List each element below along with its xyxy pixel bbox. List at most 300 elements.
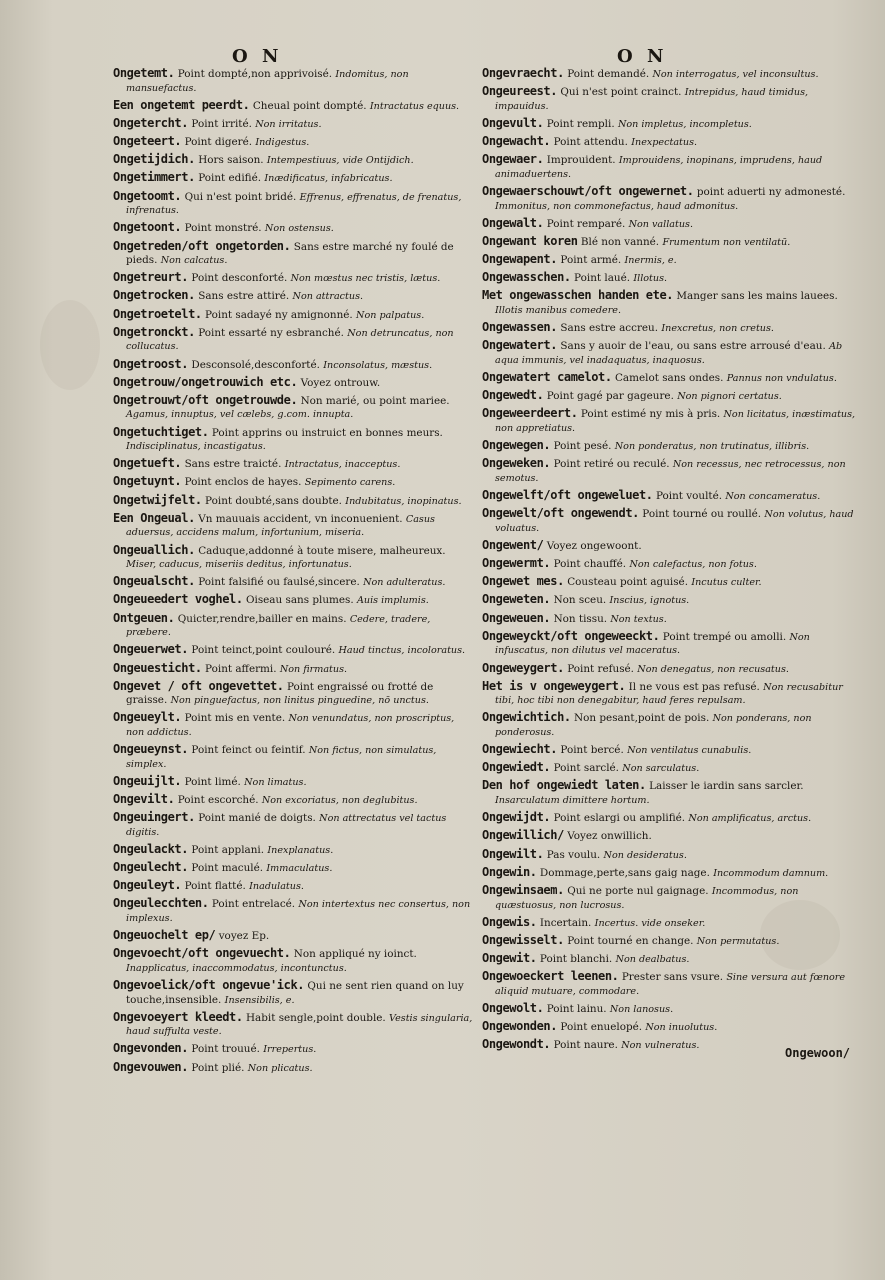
french-gloss: Point armé.	[560, 254, 622, 267]
dictionary-entry	[482, 915, 856, 931]
dictionary-entry	[482, 661, 856, 677]
latin-gloss: Non denegatus, non recusatus.	[637, 663, 789, 675]
latin-gloss: Non irritatus.	[255, 118, 322, 130]
french-gloss: Point feinct ou feintif.	[191, 744, 306, 757]
latin-gloss: Incommodus, non quæstuosus, non lucrosus.	[495, 885, 799, 911]
latin-gloss: Non limatus.	[244, 776, 307, 788]
dictionary-entry	[113, 611, 473, 640]
headword: Ongeulecchten.	[113, 896, 209, 911]
left-column	[113, 66, 473, 1078]
french-gloss: Point demandé.	[567, 68, 650, 80]
french-gloss: Non sceu.	[553, 594, 607, 607]
french-gloss: Incertain.	[539, 916, 592, 929]
french-gloss: Cousteau point aguisé.	[567, 576, 689, 589]
latin-gloss: Non vallatus.	[628, 218, 694, 230]
latin-gloss: Indisciplinatus, incastigatus.	[126, 441, 266, 453]
dictionary-entry	[113, 896, 473, 925]
headword: Ongeuallich.	[113, 542, 195, 557]
latin-gloss: Cedere, tradere, præbere.	[126, 613, 431, 639]
french-gloss: Blé non vanné.	[580, 235, 660, 248]
french-gloss: Point dompté,non apprivoisé.	[177, 68, 333, 80]
headword: Ongewet mes.	[482, 574, 564, 589]
french-gloss: Point gagé par gageure.	[546, 390, 674, 403]
headword: Ongewelft/oft ongeweluet.	[482, 487, 653, 502]
dictionary-entry	[113, 1041, 473, 1057]
headword: Ongewondt.	[482, 1037, 551, 1052]
latin-gloss: Immonitus, non commonefactus, haud admonitus.	[495, 200, 739, 212]
dictionary-entry	[113, 928, 473, 944]
headword: Ongewant koren	[482, 233, 578, 248]
headword: Ongewolt.	[482, 1000, 544, 1015]
latin-gloss: Non licitatus, inæstimatus, non appretiatus.	[495, 409, 856, 434]
headword: Ongeweten.	[482, 592, 551, 607]
french-gloss: Quicter,rendre,bailler en mains.	[177, 612, 347, 625]
latin-gloss: Insarculatum dimittere hortum.	[495, 795, 650, 807]
french-gloss: Sans estre accreu.	[560, 322, 659, 335]
dictionary-entry	[482, 234, 856, 250]
paper-stain	[40, 300, 100, 390]
dictionary-entry	[482, 760, 856, 776]
dictionary-entry	[482, 438, 856, 454]
french-gloss: Point tourné en change.	[567, 934, 694, 947]
latin-gloss: Inapplicatus, inaccommodatus, incontunctus.	[126, 962, 347, 974]
french-gloss: Desconsolé,desconforté.	[191, 358, 320, 371]
dictionary-entry	[482, 66, 856, 82]
catchword: Ongewoon/	[785, 1046, 851, 1060]
latin-gloss: Inadulatus.	[249, 881, 304, 893]
latin-gloss: Non venundatus, non proscriptus, non addictus.	[126, 713, 455, 738]
dictionary-entry	[113, 661, 473, 677]
french-gloss: Point naure.	[553, 1039, 618, 1052]
french-gloss: Point sadayé ny amignonné.	[205, 308, 353, 321]
dictionary-entry	[482, 865, 856, 881]
french-gloss: Point bercé.	[560, 744, 624, 757]
dictionary-entry	[113, 375, 473, 391]
dictionary-entry	[482, 184, 856, 213]
dictionary-entry	[113, 774, 473, 790]
dictionary-entry	[113, 946, 473, 975]
latin-gloss: Non calefactus, non fotus.	[629, 559, 757, 571]
dictionary-entry	[482, 406, 856, 435]
latin-gloss: Indubitatus, inopinatus.	[345, 495, 462, 507]
headword: Ongewedt.	[482, 388, 544, 403]
latin-gloss: Non ponderatus, non trutinatus, illibris.	[614, 441, 810, 453]
latin-gloss: Non desideratus.	[603, 849, 687, 861]
french-gloss: Voyez ongewoont.	[546, 539, 642, 552]
dictionary-entry	[482, 574, 856, 590]
headword: Ongeueedert voghel.	[113, 592, 243, 607]
french-gloss: Vn mauuais accident, vn inconuenient.	[198, 512, 403, 525]
headword: Ongeualscht.	[113, 574, 195, 589]
headword: Ongeweerdeert.	[482, 406, 578, 421]
latin-gloss: Incertus. vide onseker.	[594, 917, 706, 929]
headword: Ongeulackt.	[113, 841, 189, 856]
latin-gloss: Non amplificatus, arctus.	[688, 813, 812, 825]
latin-gloss: Immaculatus.	[266, 863, 333, 875]
latin-gloss: Inscius, ignotus.	[609, 595, 690, 607]
headword: Ongeteert.	[113, 134, 182, 149]
french-gloss: Point tourné ou roullé.	[642, 508, 762, 521]
latin-gloss: Intrepidus, haud timidus, impauidus.	[495, 87, 809, 112]
dictionary-entry	[113, 978, 473, 1007]
latin-gloss: Non permutatus.	[696, 935, 780, 947]
latin-gloss: Non sarculatus.	[622, 763, 700, 775]
dictionary-entry	[482, 388, 856, 404]
latin-gloss: Irrepertus.	[263, 1044, 317, 1056]
french-gloss: Point entrelacé.	[211, 898, 296, 911]
headword: Ongetoomt.	[113, 188, 182, 203]
french-gloss: Sans estre traicté.	[184, 458, 282, 471]
french-gloss: Qui ne sent rien quand on luy touche,insensible.	[126, 980, 464, 1006]
dictionary-entry	[113, 710, 473, 739]
french-gloss: Point falsifié ou faulsé,sincere.	[198, 576, 360, 589]
dictionary-entry	[482, 847, 856, 863]
dictionary-entry	[482, 320, 856, 336]
dictionary-entry	[482, 252, 856, 268]
dictionary-entry	[482, 84, 856, 113]
headword: Ongetuynt.	[113, 474, 182, 489]
french-gloss: Point voulté.	[655, 489, 723, 502]
french-gloss: Point refusé.	[567, 662, 634, 675]
french-gloss: Point applani.	[191, 843, 265, 856]
dictionary-entry	[482, 969, 856, 998]
headword: Ongetijdich.	[113, 152, 195, 167]
dictionary-entry	[482, 370, 856, 386]
french-gloss: Point teinct,point coulouré.	[191, 644, 336, 657]
headword: Ongewapent.	[482, 252, 558, 267]
french-gloss: Point estimé ny mis à pris.	[580, 408, 721, 421]
headword: Ongewilt.	[482, 846, 544, 861]
dictionary-entry	[113, 307, 473, 323]
dictionary-entry	[113, 1060, 473, 1076]
dictionary-entry	[482, 592, 856, 608]
latin-gloss: Pannus non vndulatus.	[726, 373, 837, 385]
latin-gloss: Non volutus, haud voluatus.	[495, 509, 854, 534]
dictionary-entry	[482, 288, 856, 317]
dictionary-entry	[482, 116, 856, 132]
dictionary-entry	[113, 642, 473, 658]
headword: Ongewin.	[482, 864, 537, 879]
headword: Ongeuleyt.	[113, 878, 182, 893]
french-gloss: Hors saison.	[198, 154, 264, 167]
headword: Het is v ongeweygert.	[482, 678, 626, 693]
headword: Ongewonden.	[482, 1019, 558, 1034]
latin-gloss: Inexcretus, non cretus.	[661, 323, 774, 335]
headword: Ongeureest.	[482, 84, 558, 99]
dictionary-entry	[482, 933, 856, 949]
latin-gloss: Haud tinctus, incoloratus.	[338, 645, 466, 657]
french-gloss: Point trouué.	[191, 1043, 260, 1056]
french-gloss: Point monstré.	[184, 222, 262, 235]
headword: Ongetoont.	[113, 220, 182, 235]
french-gloss: Point essarté ny esbranché.	[198, 326, 344, 339]
dictionary-entry	[482, 810, 856, 826]
latin-gloss: Insensibilis, e.	[224, 994, 295, 1006]
dictionary-entry	[113, 592, 473, 608]
headword: Ongeuesticht.	[113, 660, 202, 675]
latin-gloss: Casus aduersus, accidens malum, infortunium, miseria.	[126, 513, 435, 539]
french-gloss: Improuident.	[546, 154, 616, 167]
latin-gloss: Sine versura aut fœnore aliquid mutuare, commodare.	[495, 972, 846, 997]
french-gloss: Point engraissé ou frotté de graisse.	[126, 680, 434, 707]
right-column	[482, 66, 856, 1055]
french-gloss: Sans y auoir de l'eau, ou sans estre arrousé d'eau.	[560, 340, 826, 353]
latin-gloss: Non pignori certatus.	[677, 391, 782, 403]
headword: Ongewijdt.	[482, 810, 551, 825]
latin-gloss: Indomitus, non mansuefactus.	[126, 69, 409, 94]
latin-gloss: Non dealbatus.	[615, 954, 690, 966]
dictionary-entry	[113, 474, 473, 490]
headword: Ongevoecht/oft ongevuecht.	[113, 946, 291, 961]
headword: Ongewermt.	[482, 556, 551, 571]
french-gloss: Point laué.	[574, 272, 631, 285]
latin-gloss: Intractatus equus.	[369, 100, 460, 112]
headword: Ongewiecht.	[482, 742, 558, 757]
latin-gloss: Incommodum damnum.	[713, 867, 829, 879]
headword: Ongeulecht.	[113, 860, 189, 875]
dictionary-entry	[113, 679, 473, 708]
latin-gloss: Non intertextus nec consertus, non implexus.	[126, 899, 471, 925]
latin-gloss: Non adulteratus.	[363, 577, 446, 589]
latin-gloss: Non textus.	[610, 613, 667, 625]
french-gloss: Non pesant,point de pois.	[574, 712, 710, 725]
french-gloss: Point irrité.	[191, 117, 252, 130]
french-gloss: Qui n'est point bridé.	[184, 190, 297, 203]
latin-gloss: Non plicatus.	[247, 1062, 313, 1074]
latin-gloss: Frumentum non ventilatū.	[662, 236, 791, 248]
french-gloss: Laisser le iardin sans sarcler.	[649, 780, 804, 793]
headword: Ongetimmert.	[113, 170, 195, 185]
headword: Ongewelt/oft ongewendt.	[482, 506, 639, 521]
latin-gloss: Non impletus, incompletus.	[617, 118, 752, 130]
dictionary-entry	[113, 493, 473, 509]
running-head-right: O N	[617, 46, 668, 67]
french-gloss: Point digeré.	[184, 136, 253, 149]
french-gloss: Point retiré ou reculé.	[553, 458, 670, 471]
latin-gloss: Inermis, e.	[624, 255, 677, 267]
latin-gloss: Inexpectatus.	[631, 137, 698, 149]
headword: Ongewisselt.	[482, 932, 564, 947]
french-gloss: Point desconforté.	[191, 272, 288, 285]
headword: Ongewillich/	[482, 828, 564, 843]
headword: Ongewaerschouwt/oft ongewernet.	[482, 183, 694, 198]
headword: Ongetroetelt.	[113, 306, 202, 321]
latin-gloss: Incutus culter.	[691, 577, 762, 589]
headword: Ongewassen.	[482, 320, 558, 335]
french-gloss: Point escorché.	[177, 794, 259, 806]
headword: Ongeueynst.	[113, 742, 189, 757]
latin-gloss: Non pinguefactus, non linitus pinguedine, nō unctus.	[170, 695, 429, 707]
french-gloss: Oiseau sans plumes.	[245, 594, 354, 607]
latin-gloss: Vestis singularia, haud suffulta veste.	[126, 1012, 473, 1038]
headword: Ontgeuen.	[113, 610, 175, 625]
headword: Een Ongeual.	[113, 510, 195, 525]
french-gloss: Qui ne porte nul gaignage.	[567, 884, 709, 897]
dictionary-entry	[113, 134, 473, 150]
dictionary-entry	[482, 629, 856, 658]
headword: Ongetrouw/ongetrouwich etc.	[113, 374, 298, 389]
dictionary-entry	[113, 357, 473, 373]
french-gloss: Il ne vous est pas refusé.	[628, 680, 760, 693]
french-gloss: Sans estre marché ny foulé de pieds.	[126, 240, 454, 267]
dictionary-entry	[113, 189, 473, 218]
french-gloss: Point enclos de hayes.	[184, 476, 302, 489]
french-gloss: Point rempli.	[546, 117, 615, 130]
dictionary-entry	[113, 270, 473, 286]
dictionary-entry	[482, 338, 856, 367]
latin-gloss: Non palpatus.	[356, 309, 425, 321]
french-gloss: Qui n'est point crainct.	[560, 86, 682, 99]
french-gloss: voyez Ep.	[218, 930, 270, 943]
french-gloss: Point trempé ou amolli.	[662, 630, 787, 643]
french-gloss: Manger sans les mains lauees.	[676, 290, 838, 303]
french-gloss: Point mis en vente.	[184, 712, 286, 725]
latin-gloss: Indigestus.	[255, 137, 310, 149]
headword: Ongeuijlt.	[113, 773, 182, 788]
dictionary-entry	[482, 742, 856, 758]
headword: Ongewasschen.	[482, 270, 571, 285]
latin-gloss: Improuidens, inopinans, imprudens, haud animaduertens.	[495, 155, 823, 180]
dictionary-entry	[113, 288, 473, 304]
dictionary-entry	[482, 456, 856, 485]
dictionary-entry	[113, 574, 473, 590]
french-gloss: Prester sans vsure.	[621, 971, 724, 984]
dictionary-entry	[113, 842, 473, 858]
headword: Ongeweuen.	[482, 610, 551, 625]
latin-gloss: Intractatus, inacceptus.	[284, 459, 401, 471]
french-gloss: Point doubté,sans doubte.	[205, 494, 342, 507]
dictionary-entry	[482, 828, 856, 844]
latin-gloss: Non detruncatus, non collucatus.	[126, 327, 454, 353]
french-gloss: Voyez onwillich.	[567, 830, 652, 843]
headword: Ongetrocken.	[113, 288, 195, 303]
headword: Ongevult.	[482, 115, 544, 130]
french-gloss: Point enuelopé.	[560, 1021, 643, 1034]
french-gloss: Point limé.	[184, 775, 241, 788]
latin-gloss: Inexplanatus.	[267, 844, 334, 856]
dictionary-entry	[113, 810, 473, 839]
dictionary-entry	[482, 216, 856, 232]
headword: Ongeuochelt ep/	[113, 928, 216, 943]
french-gloss: Sans estre attiré.	[198, 290, 290, 303]
latin-gloss: Effrenus, effrenatus, de frenatus, infrenatus.	[126, 191, 462, 217]
french-gloss: Point maculé.	[191, 862, 264, 875]
headword: Met ongewasschen handen ete.	[482, 288, 674, 303]
latin-gloss: Non mœstus nec tristis, lætus.	[290, 273, 441, 285]
french-gloss: Camelot sans ondes.	[614, 372, 724, 385]
headword: Ongeuingert.	[113, 810, 195, 825]
dictionary-entry	[482, 270, 856, 286]
headword: Ongevet / oft ongevettet.	[113, 678, 284, 693]
dictionary-entry	[482, 506, 856, 535]
latin-gloss: Inædificatus, infabricatus.	[264, 173, 393, 185]
dictionary-entry	[482, 1001, 856, 1017]
french-gloss: Point blanchi.	[539, 953, 613, 966]
latin-gloss: Auis implumis.	[356, 595, 429, 607]
french-gloss: Caduque,addonné à toute misere, malheureux.	[198, 544, 446, 557]
french-gloss: Point manié de doigts.	[198, 812, 316, 825]
latin-gloss: Non interrogatus, vel inconsultus.	[652, 69, 819, 80]
dictionary-entry	[482, 679, 856, 708]
headword: Een ongetemt peerdt.	[113, 97, 250, 112]
headword: Ongetrouwt/oft ongetrouwde.	[113, 392, 298, 407]
headword: Ongeuerwet.	[113, 642, 189, 657]
latin-gloss: Non ostensus.	[264, 223, 334, 235]
dictionary-entry	[482, 883, 856, 912]
headword: Ongevilt.	[113, 792, 175, 806]
dictionary-entry	[113, 543, 473, 572]
dictionary-entry	[482, 778, 856, 807]
headword: Ongevouwen.	[113, 1059, 189, 1074]
latin-gloss: Intempestiuus, vide Ontijdich.	[266, 155, 414, 167]
dictionary-entry	[113, 116, 473, 132]
headword: Ongetemt.	[113, 66, 175, 80]
dictionary-entry	[113, 98, 473, 114]
latin-gloss: Non recessus, nec retrocessus, non semotus.	[495, 459, 846, 484]
headword: Ongeweygert.	[482, 660, 564, 675]
headword: Ongevraecht.	[482, 66, 564, 80]
headword: Ongewiedt.	[482, 760, 551, 775]
dictionary-entry	[482, 538, 856, 554]
dictionary-entry	[113, 239, 473, 268]
dictionary-entry	[482, 710, 856, 739]
french-gloss: Point chauffé.	[553, 558, 627, 571]
french-gloss: Voyez ontrouw.	[300, 376, 381, 389]
headword: Ongewit.	[482, 951, 537, 966]
dictionary-entry	[482, 152, 856, 181]
french-gloss: Non tissu.	[553, 612, 608, 625]
french-gloss: Point eslargi ou amplifié.	[553, 812, 686, 825]
headword: Ongewacht.	[482, 134, 551, 149]
dictionary-entry	[482, 134, 856, 150]
french-gloss: Point attendu.	[553, 136, 628, 149]
dictionary-entry	[482, 556, 856, 572]
headword: Ongewatert.	[482, 338, 558, 353]
dictionary-entry	[113, 511, 473, 540]
dictionary-entry	[113, 792, 473, 808]
french-gloss: Point affermi.	[205, 662, 277, 675]
headword: Ongewoeckert leenen.	[482, 969, 619, 984]
latin-gloss: Non fictus, non simulatus, simplex.	[126, 745, 437, 770]
latin-gloss: Non infuscatus, non dilutus vel maceratus.	[495, 631, 810, 657]
dictionary-entry	[113, 878, 473, 894]
headword: Den hof ongewiedt laten.	[482, 778, 646, 793]
headword: Ongetronckt.	[113, 324, 195, 339]
headword: Ongewatert camelot.	[482, 370, 612, 385]
headword: Ongewalt.	[482, 215, 544, 230]
dictionary-entry	[113, 425, 473, 454]
dictionary-entry	[113, 456, 473, 472]
latin-gloss: Non ponderans, non ponderosus.	[495, 713, 812, 738]
latin-gloss: Agamus, innuptus, vel cælebs, g.com. innupta.	[126, 409, 354, 421]
headword: Ongewichtich.	[482, 710, 571, 725]
headword: Ongetuchtiget.	[113, 424, 209, 439]
headword: Ongevonden.	[113, 1041, 189, 1056]
dictionary-entry	[113, 66, 473, 95]
french-gloss: Point remparé.	[546, 217, 626, 230]
latin-gloss: Non attrectatus vel tactus digitis.	[126, 813, 447, 838]
latin-gloss: Non recusabitur tibi, hoc tibi non denegabitur, haud feres repulsam.	[495, 681, 843, 707]
headword: Ongevoeyert kleedt.	[113, 1009, 243, 1024]
french-gloss: Point plié.	[191, 1061, 245, 1074]
headword: Ongewinsaem.	[482, 882, 564, 897]
headword: Ongewis.	[482, 914, 537, 929]
dictionary-entry	[113, 393, 473, 422]
latin-gloss: Sepimento carens.	[304, 477, 396, 489]
french-gloss: Point pesé.	[553, 440, 612, 453]
dictionary-entry	[482, 1019, 856, 1035]
latin-gloss: Non ventilatus cunabulis.	[627, 745, 752, 757]
